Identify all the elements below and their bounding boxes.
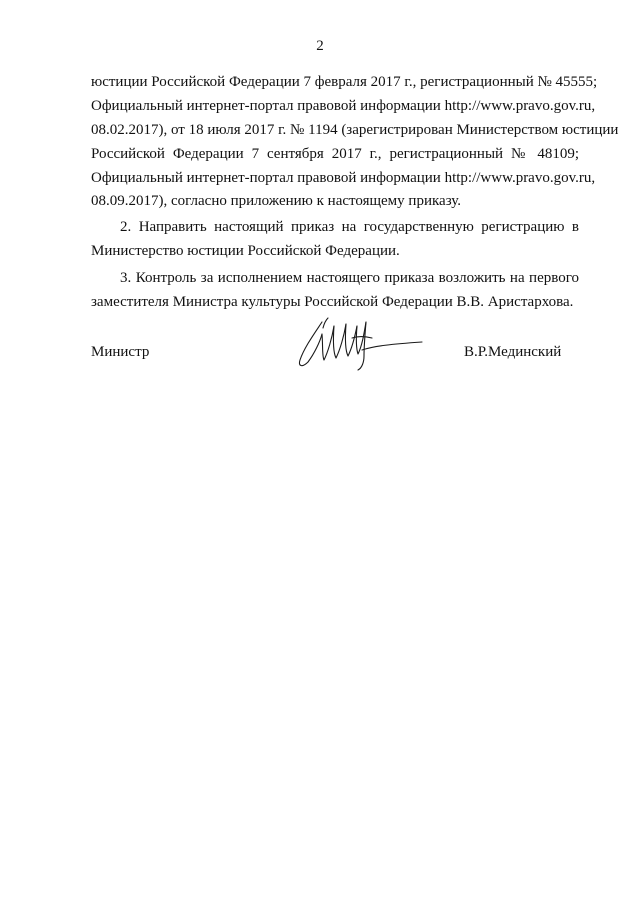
paragraph-1-line-5: Официальный интернет-портал правовой информации http://www.pravo.gov.ru, [91,170,596,186]
signatory-title: Министр [91,344,150,360]
handwritten-signature [292,312,428,374]
paragraph-3-line-1: 3. Контроль за исполнением настоящего приказа возложить на первого [120,270,579,286]
signatory-name: В.Р.Мединский [464,344,562,360]
paragraph-1-line-6: 08.09.2017), согласно приложению к настоящему приказу. [91,193,462,209]
paragraph-1-line-3: 08.02.2017), от 18 июля 2017 г. № 1194 (зарегистрирован Министерством юстиции [91,122,619,138]
paragraph-1-line-2: Официальный интернет-портал правовой информации http://www.pravo.gov.ru, [91,98,596,114]
paragraph-1-line-4: Российской Федерации 7 сентября 2017 г., регистрационный № 48109; [91,146,579,162]
paragraph-3-line-2: заместителя Министра культуры Российской Федерации В.В. Аристархова. [91,294,574,310]
paragraph-2-line-2: Министерство юстиции Российской Федерации. [91,243,400,259]
page-number: 2 [316,38,324,54]
paragraph-1-line-1: юстиции Российской Федерации 7 февраля 2017 г., регистрационный № 45555; [91,74,598,90]
paragraph-2-line-1: 2. Направить настоящий приказ на государственную регистрацию в [120,219,579,235]
